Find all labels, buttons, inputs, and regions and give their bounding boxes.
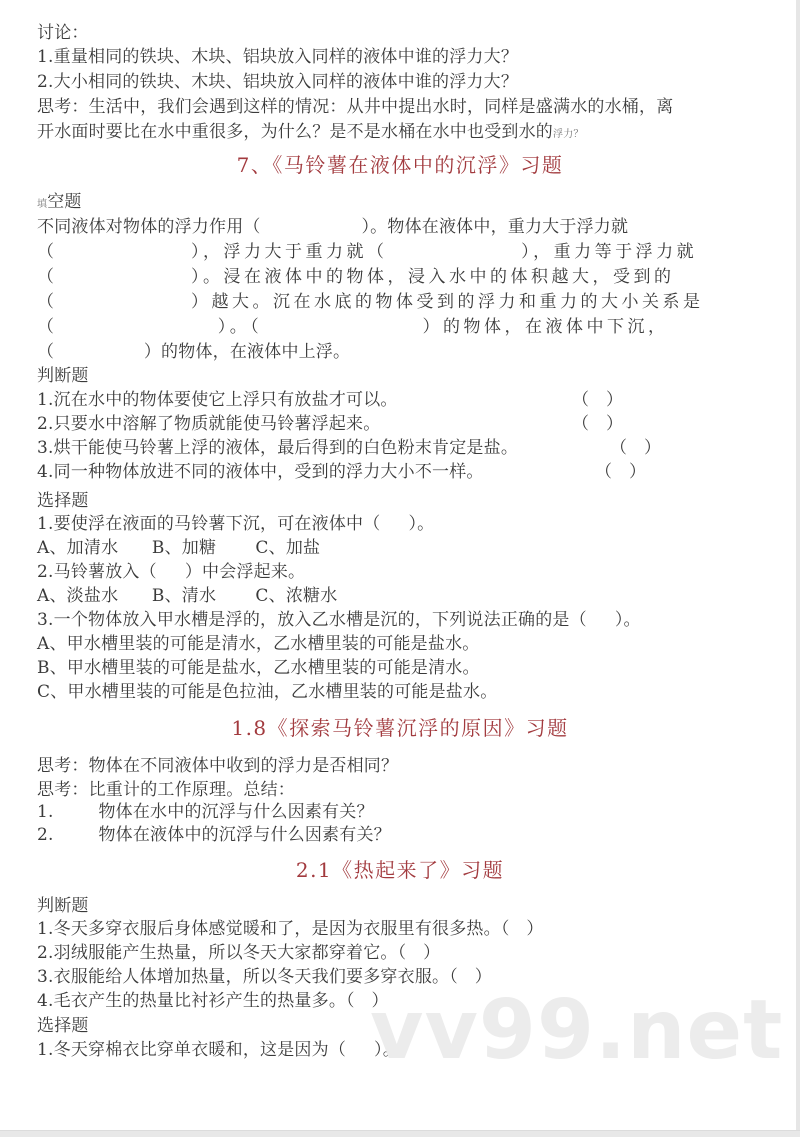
true-false-item [37,389,624,411]
think-line: 思考：比重计的工作原理。总结： [37,780,295,800]
item-text: 2.只要水中溶解了物质就能使马铃薯浮起来。 [37,414,381,434]
fill-blank-line: （ ）。浸在液体中的物体，浸入水中的体积越大，受到的 [37,267,675,287]
answer-bracket: （ ） [572,390,624,410]
summary-item: 1. 物体在水中的沉浮与什么因素有关？ [37,802,374,822]
answer-bracket: （ ） [610,438,662,458]
choice-line: A、淡盐水 B、清水 C、浓糖水 [37,586,338,606]
item-text: 4.同一种物体放进不同的液体中，受到的浮力大小不一样。 [37,462,484,482]
discussion-heading: 讨论： [37,23,89,43]
fill-blank-line: 不同液体对物体的浮力作用（ ）。物体在液体中，重力大于浮力就 [37,217,629,237]
page-edge [0,1130,800,1137]
fill-blank-line: （ ）的物体，在液体中上浮。 [37,342,351,362]
true-false-item [37,413,624,435]
discussion-item: 2.大小相同的铁块、木块、铝块放入同样的液体中谁的浮力大？ [37,72,519,92]
true-false-item: 4.毛衣产生的热量比衬衫产生的热量多。（ ） [37,991,389,1011]
true-false-item: 2.羽绒服能产生热量，所以冬天大家都穿着它。（ ） [37,943,441,963]
section-title: 1.8《探索马铃薯沉浮的原因》习题 [231,716,569,740]
choice-line: A、加清水 B、加糖 C、加盐 [37,538,321,558]
fill-blank-line: （ ）。（ ）的物体，在液体中下沉， [37,317,669,337]
page-edge [796,0,800,1137]
true-false-item [37,437,662,459]
watermark: vv99.net [370,983,784,1078]
answer-bracket: （ ） [595,462,647,482]
think-text [37,121,584,146]
true-false-heading: 判断题 [37,366,89,386]
choice-line: C、甲水槽里装的可能是色拉油，乙水槽里装的可能是盐水。 [37,682,498,702]
choice-heading: 选择题 [37,491,89,511]
true-false-heading: 判断题 [37,896,89,916]
item-text: 3.烘干能使马铃薯上浮的液体，最后得到的白色粉末肯定是盐。 [37,438,519,458]
true-false-item: 1.冬天多穿衣服后身体感觉暖和了，是因为衣服里有很多热。（ ） [37,919,544,939]
true-false-item: 3.衣服能给人体增加热量，所以冬天我们要多穿衣服。（ ） [37,967,492,987]
think-text: 思考：生活中，我们会遇到这样的情况：从井中提出水时，同样是盛满水的水桶，离 [37,97,674,117]
choice-line: 1.要使浮在液面的马铃薯下沉，可在液体中（ ）。 [37,514,435,534]
section-title: 2.1《热起来了》习题 [295,858,505,882]
fill-blank-heading-main: 空题 [47,192,82,212]
summary-item: 2. 物体在液体中的沉浮与什么因素有关？ [37,825,391,845]
choice-line: A、甲水槽里装的可能是清水，乙水槽里装的可能是盐水。 [37,634,480,654]
fill-blank-line: （ ）越大。沉在水底的物体受到的浮力和重力的大小关系是 [37,292,704,312]
fill-blank-heading [37,191,82,216]
think-line: 思考：物体在不同液体中收到的浮力是否相同？ [37,756,399,776]
fill-blank-heading-small: 填 [37,199,48,210]
true-false-item [37,461,647,483]
choice-line: B、甲水槽里装的可能是盐水，乙水槽里装的可能是清水。 [37,658,480,678]
think-text-small: 浮力？ [553,129,584,140]
discussion-item: 1.重量相同的铁块、木块、铝块放入同样的液体中谁的浮力大？ [37,47,519,67]
section-title: 7、《马铃薯在液体中的沉浮》习题 [236,153,564,177]
choice-heading: 选择题 [37,1016,89,1036]
choice-line: 3.一个物体放入甲水槽是浮的，放入乙水槽是沉的，下列说法正确的是（ ）。 [37,610,641,630]
answer-bracket: （ ） [572,414,624,434]
choice-line: 2.马铃薯放入（ ）中会浮起来。 [37,562,306,582]
fill-blank-line: （ ），浮力大于重力就（ ），重力等于浮力就 [37,242,698,262]
think-text-main: 开水面时要比在水中重很多，为什么？是不是水桶在水中也受到水的 [37,122,553,142]
item-text: 1.沉在水中的物体要使它上浮只有放盐才可以。 [37,390,398,410]
choice-item: 1.冬天穿棉衣比穿单衣暖和，这是因为（ ）。 [37,1040,400,1060]
